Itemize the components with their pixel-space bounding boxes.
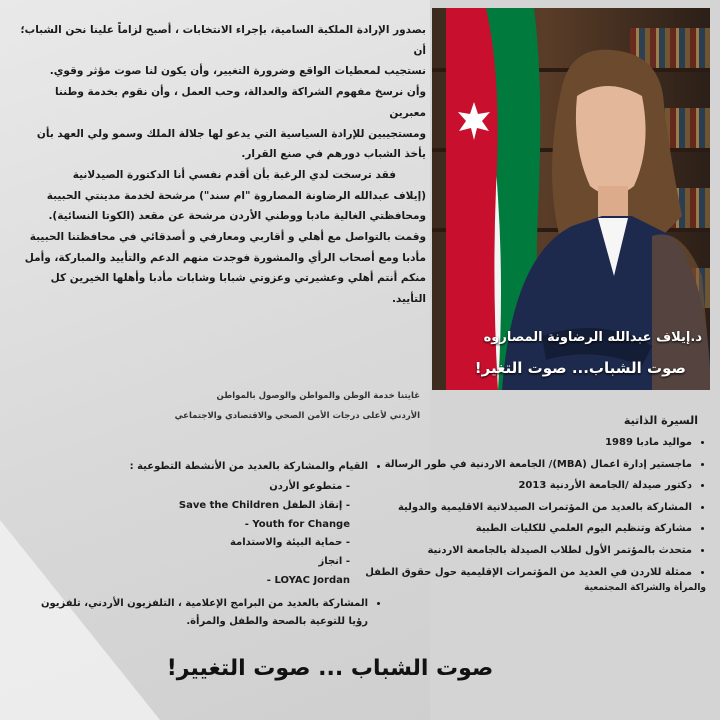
photo-slogan: صوت الشباب... صوت التغير! (474, 359, 686, 377)
cv-item: • ماجستير إدارة اعمال (MBA)/ الجامعة الاردنية في طور الرسالة (352, 454, 692, 476)
cv-item: • المشاركة بالعديد من المؤتمرات الصيدلانية الاقليمية والدولية (352, 497, 692, 519)
cv-item: • مواليد مادبا 1989 (352, 432, 692, 454)
volunteer-item: - حماية البيئة والاستدامة (36, 534, 350, 553)
volunteer-item: - انجاز (36, 553, 350, 572)
candidate-name: د.إيلاف عبدالله الرضاونة المصاروه (483, 330, 702, 345)
cv-title: السيرة الذاتية (623, 414, 698, 427)
cv-item-continuation: والمرأة والشراكة المجتمعية (584, 583, 706, 593)
mission-line: غايتنا خدمة الوطن والمواطن والوصول بالمواطن (216, 391, 420, 401)
media-participation: • المشاركة بالعديد من البرامج الإعلامية ، التلفزيون الأردني، تلفزيون رؤيا للتوعية بالصحة والطفل والمرأة. (36, 595, 368, 631)
intro-line: مأدبا ومع أصحاب الرأي والمشورة فوجدت منهم الدعم والتأييد والمباركة، وأمل (24, 251, 426, 264)
intro-line: منكم أنتم أهلي وعشيرتي وعزوتي شبابا وشابات مأدبا وأهلها الخيرين كل (50, 272, 426, 285)
cv-item: • ممثلة للاردن في العديد من المؤتمرات الإقليمية حول حقوق الطفل (352, 562, 692, 584)
mission-statement (100, 386, 420, 426)
volunteer-item: - LOYAC Jordan (36, 572, 350, 591)
cv-list (352, 432, 706, 583)
bottom-slogan: صوت الشباب ... صوت التغيير! (166, 656, 494, 681)
cv-item: • متحدث بالمؤتمر الأول لطلاب الصيدلة بالجامعة الاردنية (352, 540, 692, 562)
photo-caption (432, 330, 710, 377)
intro-line: نستجيب لمعطيات الواقع وضرورة التغيير، وأن يكون لنا صوت مؤثر وقوي. (49, 65, 426, 78)
cv-item: • مشاركة وتنظيم اليوم العلمي للكليات الطبية (352, 518, 692, 540)
intro-line: (إيلاف عبدالله الرضاونة المصاروة "ام سند") مرشحة لخدمة مدينتي الحبيبة (46, 189, 426, 202)
intro-line: وقمت بالتواصل مع أهلي و أقاربي ومعارفي و أصدقائي في محافظتنا الحبيبة (29, 231, 426, 244)
intro-text (18, 20, 426, 310)
volunteer-list (36, 478, 368, 591)
intro-line: التأييد. (391, 293, 426, 306)
intro-line: يأخذ الشباب دورهم في صنع القرار. (241, 148, 426, 161)
intro-line: بصدور الإرادة الملكية السامية، بإجراء الانتخابات ، أصبح لزاماً علينا نحن الشباب؛ أن (20, 24, 426, 57)
activities-heading (36, 458, 368, 591)
volunteer-item: - متطوعو الأردن (36, 478, 350, 497)
volunteer-item: - إنقاذ الطفل Save the Children (36, 497, 350, 516)
mission-line: الأردني لأعلى درجات الأمن الصحي والاقتصادي والاجتماعي (174, 411, 420, 421)
intro-line: وأن نرسخ مفهوم الشراكة والعدالة، وحب العمل ، وأن نقوم بخدمة وطننا معبرين (54, 86, 426, 119)
intro-line: فقد ترسخت لدي الرغبة بأن أقدم نفسي أنا الدكتورة الصيدلانية (72, 168, 396, 181)
cv-item: • دكتور صيدلة /الجامعة الأردنية 2013 (352, 475, 692, 497)
intro-line: ومحافظتي الغالية مادبا ووطني الأردن مرشحة عن مقعد (الكوتا النسائية). (48, 210, 426, 223)
intro-line: ومستجيبين للإرادة السياسية التي يدعو لها جلالة الملك وسمو ولي العهد بأن (36, 127, 426, 140)
activities-list (36, 458, 382, 631)
activities-heading-text: القيام والمشاركة بالعديد من الأنشطة التطوعية : (129, 461, 368, 472)
volunteer-item: - Youth for Change (36, 516, 350, 535)
